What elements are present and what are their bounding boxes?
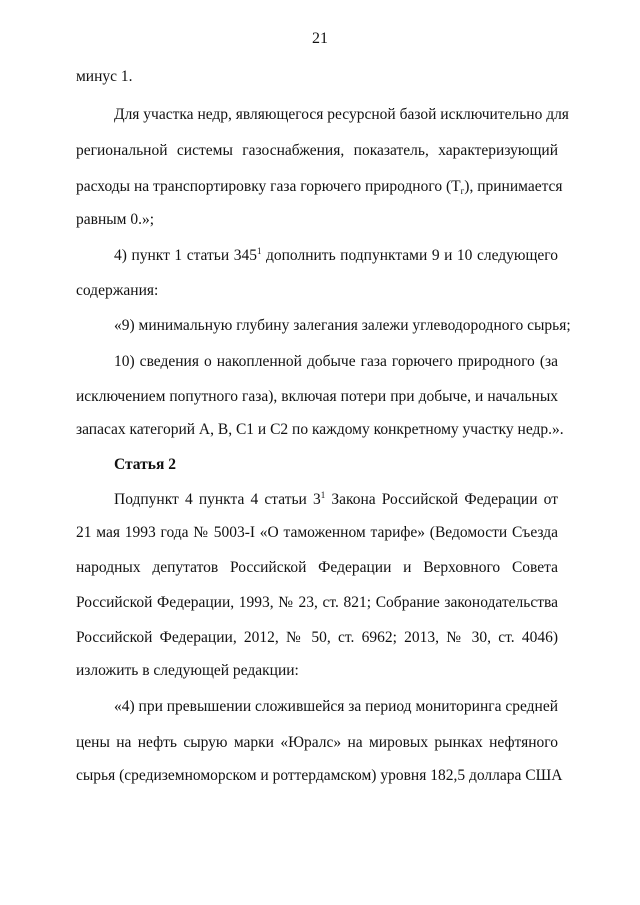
text-line: 21 мая 1993 года № 5003-I «О таможенном тарифе» (Ведомости Съезда <box>76 524 558 541</box>
text-line <box>114 490 558 510</box>
text-line: «4) при превышении сложившейся за период мониторинга средней <box>114 698 559 715</box>
text-line: равным 0.»; <box>76 211 155 228</box>
text-line: минус 1. <box>76 68 133 85</box>
text-line: цены на нефть сырую марки «Юралс» на мировых рынках нефтяного <box>76 734 558 751</box>
text-segment: Закона Российской Федерации от <box>325 491 558 508</box>
text-line: Для участка недр, являющегося ресурсной базой исключительно для <box>114 106 569 123</box>
text-segment: ), принимается <box>464 178 563 195</box>
text-segment: расходы на транспортировку газа горючего природного (Т <box>76 178 461 195</box>
text-line: народных депутатов Российской Федерации и Верховного Совета <box>76 559 558 576</box>
subscript: г <box>460 186 465 196</box>
superscript: 1 <box>256 246 262 256</box>
text-segment: дополнить подпунктами 9 и 10 следующего <box>261 247 559 264</box>
text-line: 10) сведения о накопленной добыче газа горючего природного (за <box>114 353 558 370</box>
page-number: 21 <box>312 30 328 47</box>
superscript: 1 <box>320 490 326 500</box>
text-line: Российской Федерации, 1993, № 23, ст. 821; Собрание законодательства <box>76 594 558 611</box>
text-line <box>114 246 558 266</box>
text-line: запасах категорий А, В, С1 и С2 по каждому конкретному участку недр.». <box>76 421 564 438</box>
text-line: Российской Федерации, 2012, № 50, ст. 6962; 2013, № 30, ст. 4046) <box>76 629 558 646</box>
text-line: содержания: <box>76 282 159 299</box>
text-line <box>76 177 563 197</box>
text-line: изложить в следующей редакции: <box>76 662 299 679</box>
text-segment: 4) пункт 1 статьи 345 <box>114 247 257 264</box>
section-heading: Статья 2 <box>114 456 176 473</box>
text-line: региональной системы газоснабжения, показатель, характеризующий <box>76 142 558 159</box>
text-line: «9) минимальную глубину залегания залежи углеводородного сырья; <box>114 317 571 334</box>
text-segment: Подпункт 4 пункта 4 статьи 3 <box>114 491 321 508</box>
text-line: исключением попутного газа), включая потери при добыче, и начальных <box>76 388 558 405</box>
text-line: сырья (средиземноморском и роттердамском) уровня 182,5 доллара США <box>76 767 563 784</box>
